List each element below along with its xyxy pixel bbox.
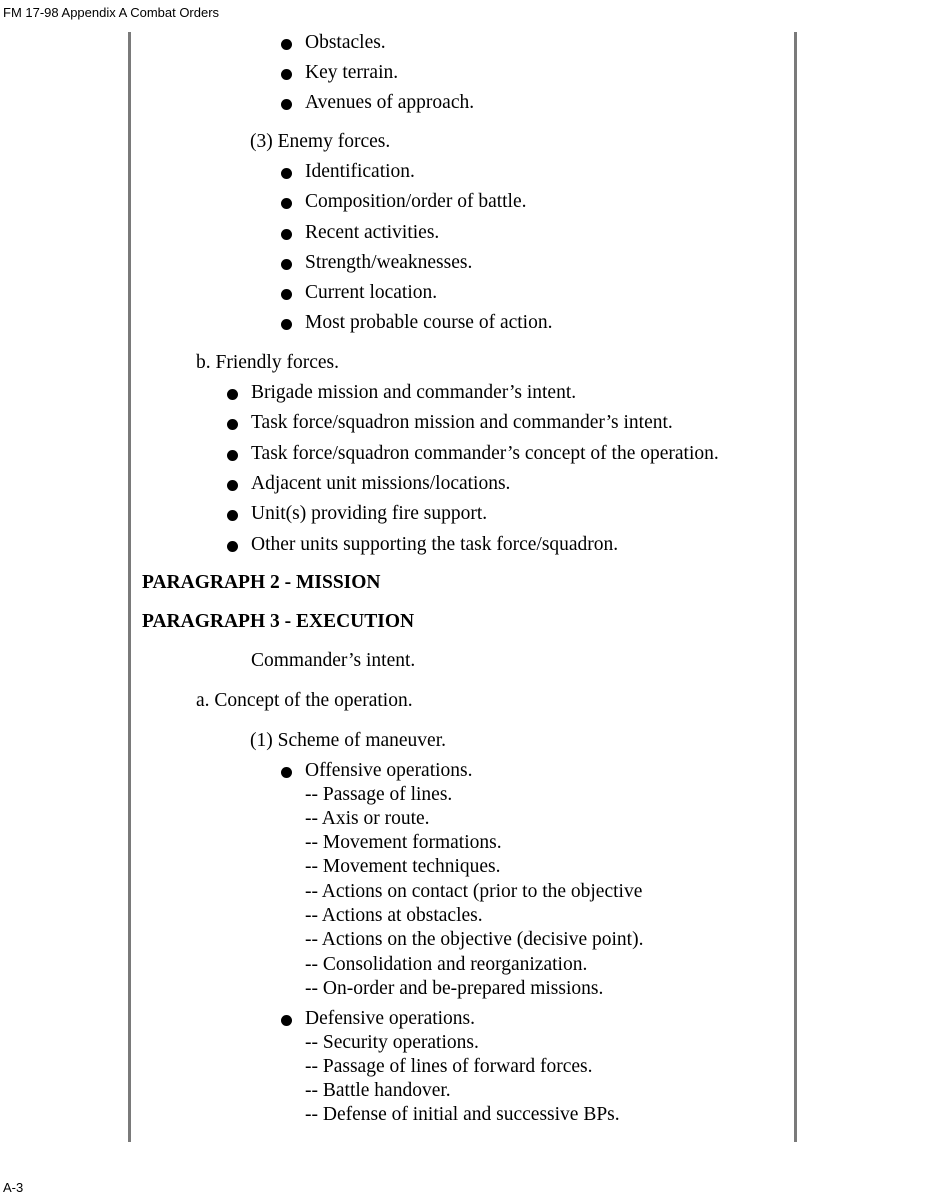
- list-item: Task force/squadron mission and commander’s intent.: [251, 412, 673, 433]
- list-item: Composition/order of battle.: [305, 191, 527, 212]
- list-item: Task force/squadron commander’s concept of the operation.: [251, 443, 719, 464]
- concept-of-operation: a. Concept of the operation.: [196, 690, 413, 711]
- list-item: -- Passage of lines of forward forces.: [305, 1056, 593, 1077]
- friendly-forces-heading: b. Friendly forces.: [196, 352, 339, 373]
- enemy-forces-heading: (3) Enemy forces.: [250, 131, 391, 152]
- defensive-operations-heading: Defensive operations.: [305, 1008, 476, 1029]
- list-item: -- Actions at obstacles.: [305, 905, 483, 926]
- list-item: Current location.: [305, 282, 438, 303]
- list-item: Key terrain.: [305, 62, 399, 83]
- bullet-icon: [281, 229, 292, 240]
- bullet-icon: [281, 289, 292, 300]
- bullet-icon: [227, 480, 238, 491]
- bullet-icon: [281, 99, 292, 110]
- page-number: A-3: [3, 1180, 24, 1195]
- list-item: Obstacles.: [305, 32, 386, 53]
- left-margin-rule: [128, 32, 131, 1142]
- bullet-icon: [227, 541, 238, 552]
- list-item: -- Defense of initial and successive BPs.: [305, 1104, 620, 1125]
- list-item: Brigade mission and commander’s intent.: [251, 382, 577, 403]
- list-item: -- Battle handover.: [305, 1080, 451, 1101]
- bullet-icon: [281, 319, 292, 330]
- list-item: Recent activities.: [305, 222, 440, 243]
- bullet-icon: [227, 389, 238, 400]
- list-item: -- Consolidation and reorganization.: [305, 954, 588, 975]
- list-item: Unit(s) providing fire support.: [251, 503, 488, 524]
- bullet-icon: [281, 69, 292, 80]
- scheme-of-maneuver: (1) Scheme of maneuver.: [250, 730, 447, 751]
- list-item: -- Passage of lines.: [305, 784, 453, 805]
- commanders-intent: Commander’s intent.: [251, 650, 416, 671]
- bullet-icon: [281, 767, 292, 778]
- paragraph-3-heading: PARAGRAPH 3 - EXECUTION: [142, 611, 415, 632]
- list-item: -- Actions on the objective (decisive point).: [305, 929, 644, 950]
- bullet-icon: [227, 510, 238, 521]
- right-margin-rule: [794, 32, 797, 1142]
- list-item: -- Movement formations.: [305, 832, 502, 853]
- list-item: Most probable course of action.: [305, 312, 553, 333]
- bullet-icon: [281, 198, 292, 209]
- list-item: Identification.: [305, 161, 415, 182]
- list-item: -- Security operations.: [305, 1032, 479, 1053]
- bullet-icon: [227, 450, 238, 461]
- bullet-icon: [281, 39, 292, 50]
- list-item: -- On-order and be-prepared missions.: [305, 978, 604, 999]
- list-item: -- Movement techniques.: [305, 856, 501, 877]
- bullet-icon: [281, 168, 292, 179]
- page-header: FM 17-98 Appendix A Combat Orders: [3, 5, 220, 20]
- list-item: Other units supporting the task force/squadron.: [251, 534, 619, 555]
- list-item: -- Actions on contact (prior to the objective: [305, 881, 643, 902]
- bullet-icon: [227, 419, 238, 430]
- list-item: Adjacent unit missions/locations.: [251, 473, 511, 494]
- list-item: Strength/weaknesses.: [305, 252, 473, 273]
- paragraph-2-heading: PARAGRAPH 2 - MISSION: [142, 572, 381, 593]
- offensive-operations-heading: Offensive operations.: [305, 760, 473, 781]
- list-item: -- Axis or route.: [305, 808, 430, 829]
- bullet-icon: [281, 1015, 292, 1026]
- bullet-icon: [281, 259, 292, 270]
- list-item: Avenues of approach.: [305, 92, 475, 113]
